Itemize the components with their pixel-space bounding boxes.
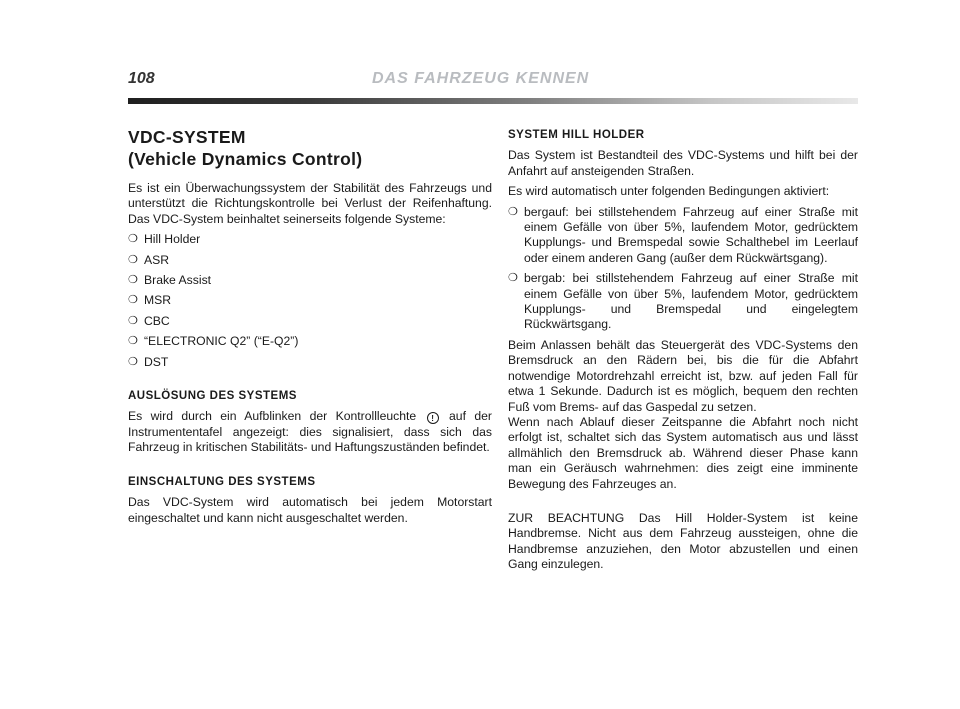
- list-item: [128, 355, 492, 370]
- list-item-text: CBC: [144, 313, 170, 328]
- einschaltung-paragraph: Das VDC-System wird automatisch bei jedem Motorstart eingeschaltet und kann nicht ausgeschaltet werden.: [128, 495, 492, 525]
- hill-holder-heading: SYSTEM HILL HOLDER: [508, 129, 645, 141]
- list-item: [128, 253, 492, 268]
- conditions-list: [508, 205, 858, 333]
- ausloesung-heading: AUSLÖSUNG DES SYSTEMS: [128, 390, 297, 403]
- list-item-text: Brake Assist: [144, 273, 212, 288]
- list-item: [128, 293, 492, 308]
- vdc-warning-light-icon: !: [427, 412, 439, 424]
- section-title-line-1: VDC-SYSTEM: [128, 127, 246, 147]
- bullet-circle-icon: ❍: [128, 355, 138, 368]
- list-item-text: Hill Holder: [144, 232, 201, 247]
- list-item: [508, 205, 858, 267]
- list-item-text: DST: [144, 354, 169, 369]
- bullet-circle-icon: ❍: [128, 314, 138, 327]
- list-item-text: bergauf: bei stillstehendem Fahrzeug auf einer Straße mit einem Gefälle von über 5%, laufendem Motor, gedrücktem Kupplungs- und Bremspedal sowie Schalthebel im Leerlauf oder einem anderen Gang (außer dem Rückwärtsgang).: [524, 204, 858, 265]
- section-title: [128, 126, 492, 170]
- start-paragraph: Beim Anlassen behält das Steuergerät des VDC-Systems den Bremsdruck an den Rädern bei, bis die für die Abfahrt notwendige Motordrehzahl erreicht ist, bzw. auf jeden Fall für etwa 1 Sekunde. Dadurch ist es möglich, bequem den rechten Fuß vom Brems- auf das Gaspedal zu setzen.: [508, 337, 858, 414]
- bullet-circle-icon: ❍: [128, 335, 138, 348]
- bullet-circle-icon: ❍: [128, 253, 138, 266]
- running-header-title: DAS FAHRZEUG KENNEN: [372, 70, 590, 87]
- bullet-circle-icon: ❍: [508, 205, 518, 218]
- right-column: [508, 128, 858, 578]
- list-item-text: bergab: bei stillstehendem Fahrzeug auf einer Straße mit einem Gefälle von über 5%, laufendem Motor, gedrücktem Kupplungs- und Bremspedal und eingelegtem Rückwärtsgang.: [524, 271, 858, 332]
- list-item-text: ASR: [144, 252, 170, 267]
- ausloesung-text-end: auf der Instrumententafel angezeigt: dies signalisiert, dass sich das Fahrzeug in kritischen Stabilitäts- und Haftungszuständen befindet.: [128, 409, 492, 455]
- ausloesung-text-start: Es wird durch ein Aufblinken der Kontrollleuchte: [128, 409, 417, 424]
- list-item: [128, 232, 492, 247]
- list-item: [128, 314, 492, 329]
- bullet-circle-icon: ❍: [128, 274, 138, 287]
- vdc-intro-paragraph: Es ist ein Überwachungssystem der Stabilität des Fahrzeugs und unterstützt die Richtungskontrolle bei Verlust der Reifenhaftung. Das VDC-System beinhaltet seinerseits folgende Systeme:: [128, 181, 492, 226]
- einschaltung-heading: EINSCHALTUNG DES SYSTEMS: [128, 475, 316, 488]
- section-title-line-2: (Vehicle Dynamics Control): [128, 149, 363, 169]
- header-rule: [128, 98, 858, 104]
- list-item: [128, 273, 492, 288]
- ausloesung-paragraph: [128, 409, 492, 455]
- bullet-circle-icon: ❍: [508, 272, 518, 285]
- systems-list: [128, 232, 492, 370]
- list-item: [508, 271, 858, 333]
- bullet-circle-icon: ❍: [128, 233, 138, 246]
- bullet-circle-icon: ❍: [128, 294, 138, 307]
- activation-text: Es wird automatisch unter folgenden Bedingungen aktiviert:: [508, 184, 830, 199]
- list-item-text: “ELECTRONIC Q2” (“E-Q2”): [144, 334, 299, 349]
- list-item-text: MSR: [144, 293, 172, 308]
- left-column: [128, 126, 492, 531]
- note-paragraph: ZUR BEACHTUNG Das Hill Holder-System ist keine Handbremse. Nicht aus dem Fahrzeug aussteigen, ohne die Handbremse anzuziehen, den Motor abzustellen und einen Gang einzulegen.: [508, 510, 858, 572]
- list-item: [128, 334, 492, 349]
- after-paragraph: Wenn nach Ablauf dieser Zeitspanne die Abfahrt noch nicht erfolgt ist, schaltet sich das System automatisch aus und lässt allmählich den Bremsdruck ab. Während dieser Phase kann man ein Geräusch wahrnehmen: dies zeigt eine imminente Bewegung des Fahrzeuges an.: [508, 414, 858, 491]
- hill-holder-intro: Das System ist Bestandteil des VDC-Systems und hilft bei der Anfahrt auf ansteigenden Straßen.: [508, 148, 858, 178]
- page-number: 108: [128, 70, 155, 87]
